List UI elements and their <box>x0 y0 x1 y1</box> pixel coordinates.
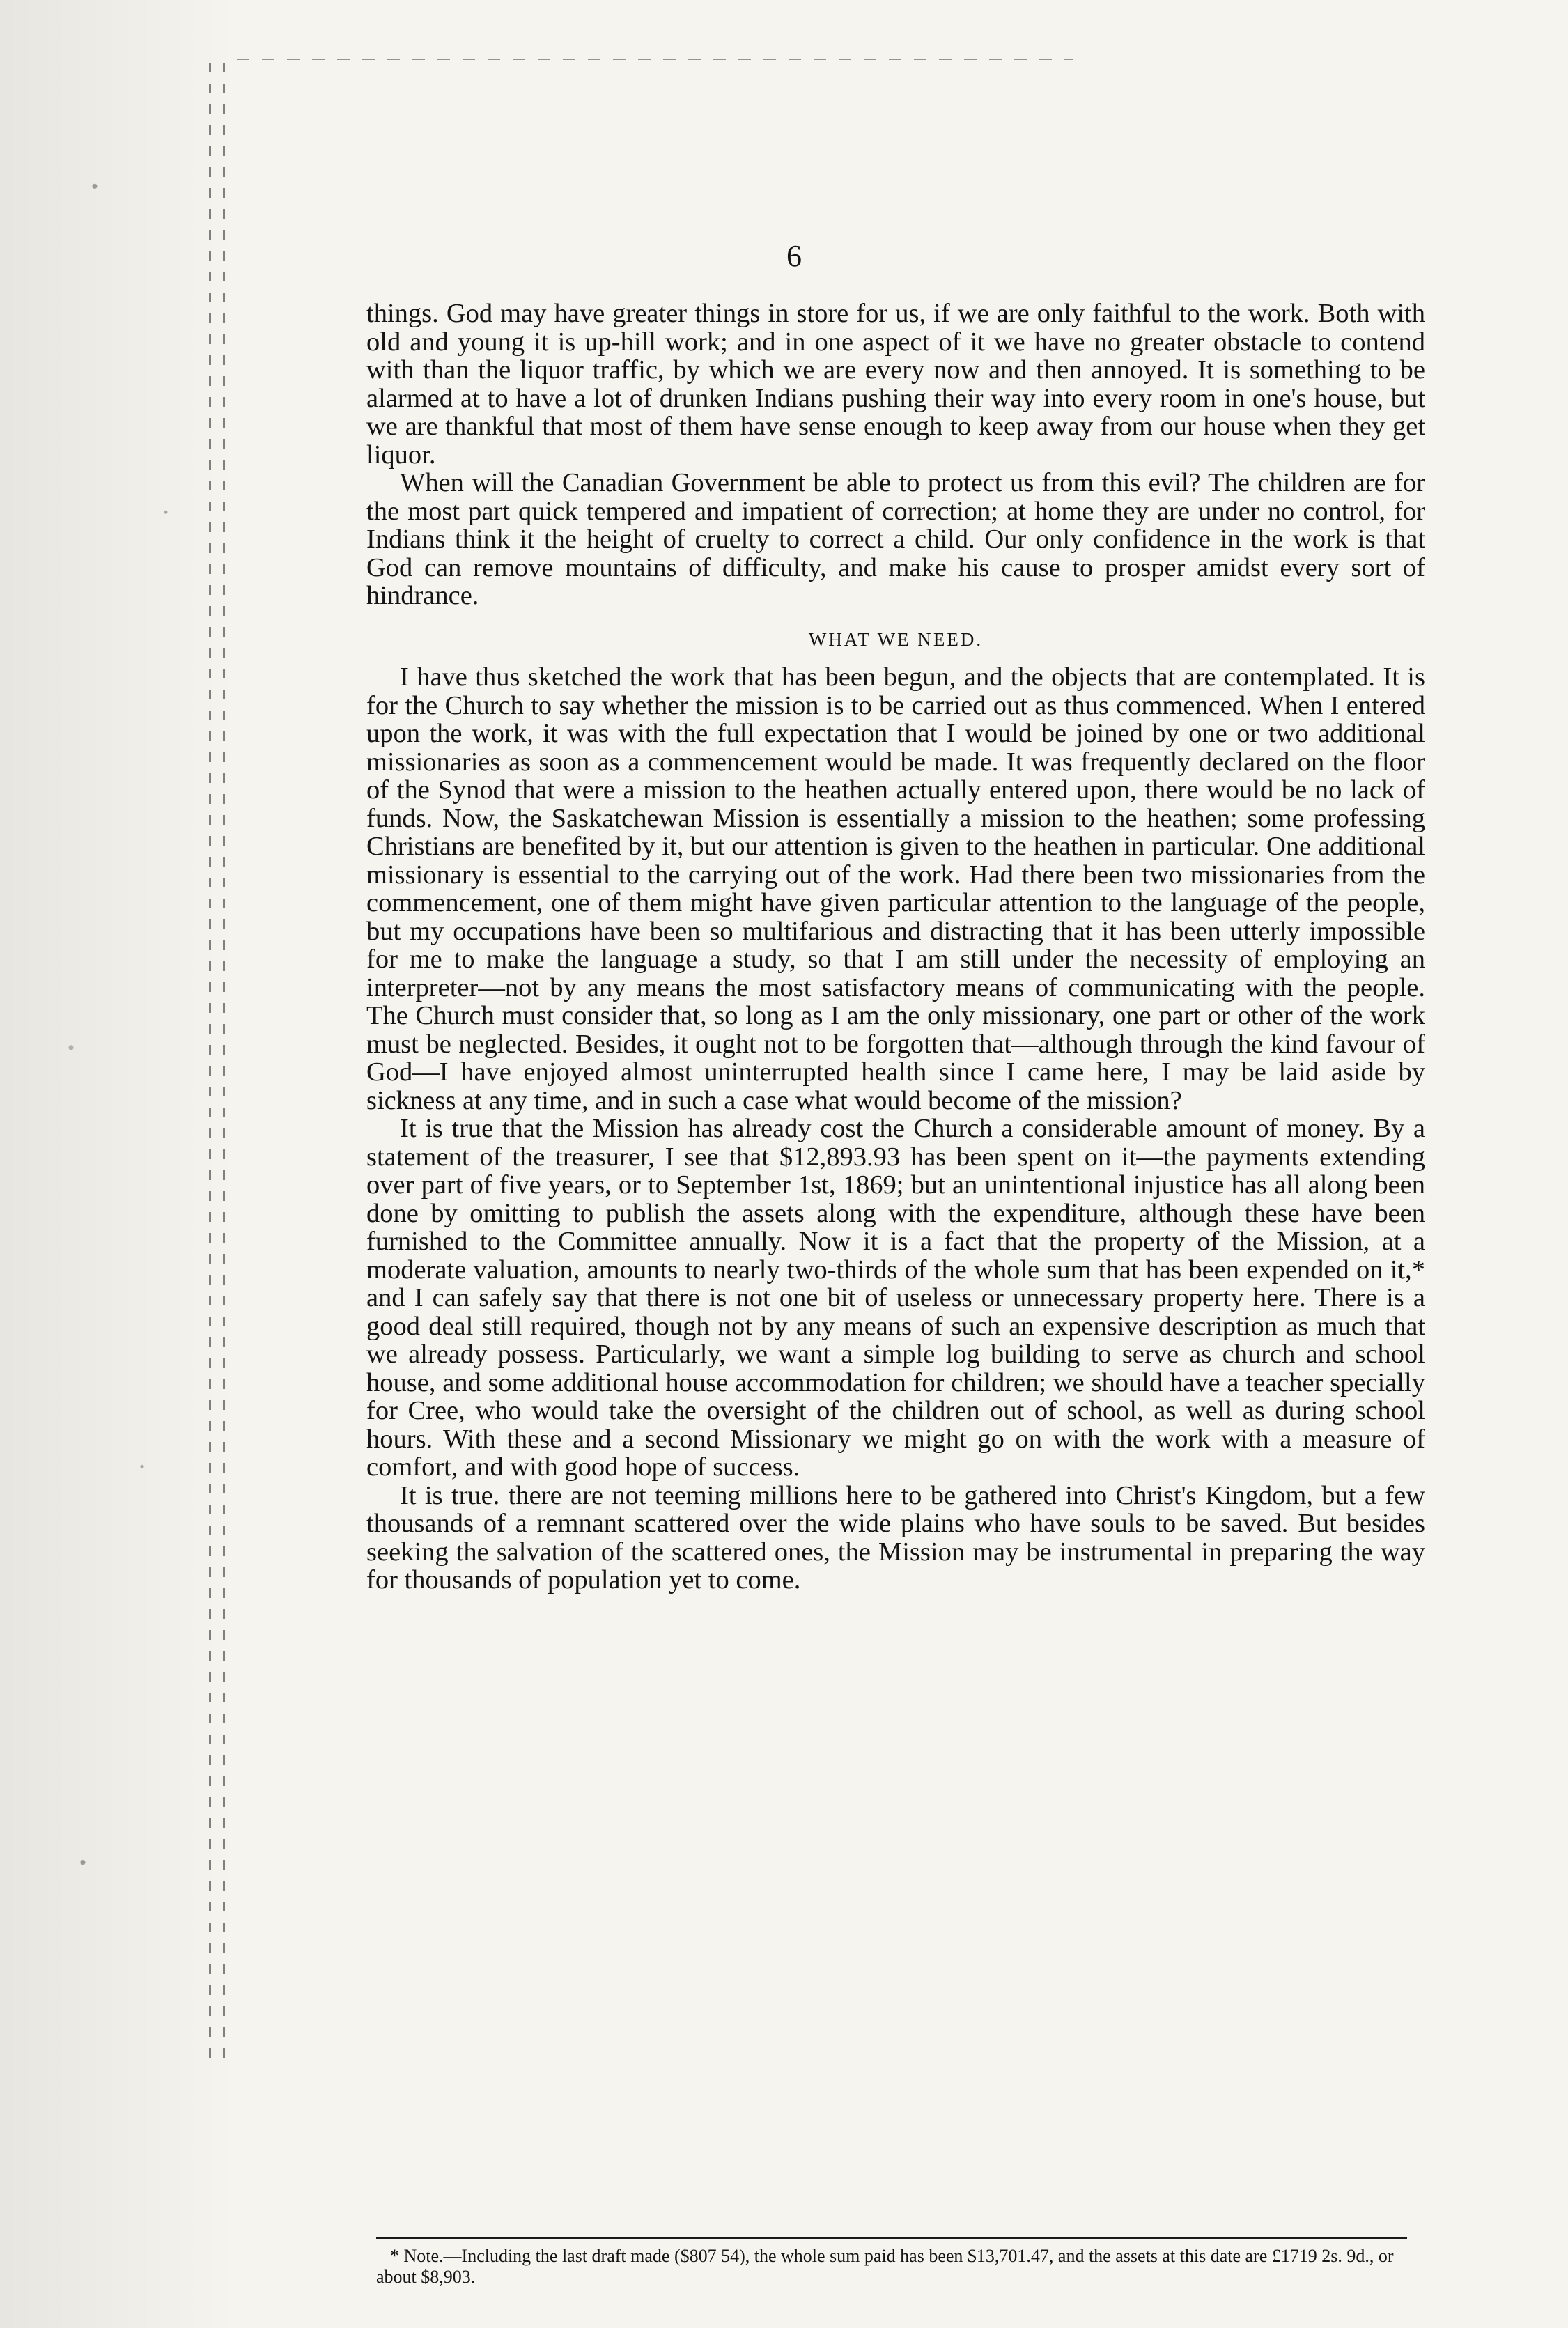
paragraph: things. God may have greater things in store for us, if we are only faithful to the work. Both with old and young it is up-hill work; and in one aspect of it we have no greater obstacle to contend with than the liquor traffic, by which we are every now and then annoyed. It is something to be alarmed at to have a lot of drunken Indians pushing their way into every room in one's house, but we are thankful that most of them have sense enough to keep away from our house when they get liquor. <box>366 299 1425 470</box>
page-number: 6 <box>786 239 802 273</box>
binding-edge-line <box>209 63 211 2063</box>
paragraph: It is true that the Mission has already cost the Church a considerable amount of money. By a statement of the treasurer, I see that $12,893.93 has been spent on it—the payments extending over part of five years, or to September 1st, 1869; but an unintentional injustice has all along been done by omitting to publish the assets along with the expenditure, although these have been furnished to the Committee annually. Now it is a fact that the property of the Mission, at a moderate valuation, amounts to nearly two-thirds of the whole sum that has been expended on it,* and I can safely say that there is not one bit of useless or unnecessary property here. There is a good deal still required, though not by any means of such an expensive description as much that we already possess. Particularly, we want a simple log building to serve as church and school house, and some additional house accommodation for children; we should have a teacher specially for Cree, who would take the oversight of the children out of school, as well as during school hours. With these and a second Missionary we might go on with the work with a measure of comfort, and with good hope of success. <box>366 1114 1425 1482</box>
paragraph: I have thus sketched the work that has been begun, and the objects that are contemplated. It is for the Church to say whether the mission is to be carried out as thus commenced. When I entered upon the work, it was with the full expectation that I would be joined by one or two additional missionaries as soon as a commencement would be made. It was frequently declared on the floor of the Synod that were a mission to the heathen actually entered upon, there would be no lack of funds. Now, the Saskatchewan Mission is essentially a mission to the heathen; some professing Christians are benefited by it, but our attention is given to the heathen in particular. One additional missionary is essential to the carrying out of the work. Had there been two missionaries from the commencement, one of them might have given particular attention to the language of the people, but my occupations have been so multifarious and distracting that it has been utterly impossible for me to make the language a study, so that I am still under the necessity of employing an interpreter—not by any means the most satisfactory means of communicating with the people. The Church must consider that, so long as I am the only missionary, one part or other of the work must be neglected. Besides, it ought not to be forgotten that—although through the kind favour of God—I have enjoyed almost uninterrupted health since I came here, I may be laid aside by sickness at any time, and in such a case what would become of the mission? <box>366 662 1425 1115</box>
paragraph: It is true. there are not teeming millions here to be gathered into Christ's Kingdom, but a few thousands of a remnant scattered over the wide plains who have souls to be saved. But besides seeking the salvation of the scattered ones, the Mission may be instrumental in preparing the way for thousands of population yet to come. <box>366 1480 1425 1594</box>
binding-edge-line <box>223 63 225 2063</box>
binding-margin <box>0 0 237 2328</box>
section-heading: WHAT WE NEED. <box>808 628 984 650</box>
footnote-divider <box>376 2237 1407 2239</box>
footnote: * Note.—Including the last draft made ($807 54), the whole sum paid has been $13,701.47, and the assets at this date are £1719 2s. 9d., or about $8,903. <box>376 2246 1394 2287</box>
body-text <box>366 300 1425 1594</box>
paragraph: When will the Canadian Government be able to protect us from this evil? The children are for the most part quick tempered and impatient of correction; at home they are under no control, for Indians think it the height of cruelty to correct a child. Our only confidence in the work is that God can remove mountains of difficulty, and make his cause to prosper amidst every sort of hindrance. <box>366 468 1425 610</box>
top-edge-mark <box>237 59 1073 60</box>
